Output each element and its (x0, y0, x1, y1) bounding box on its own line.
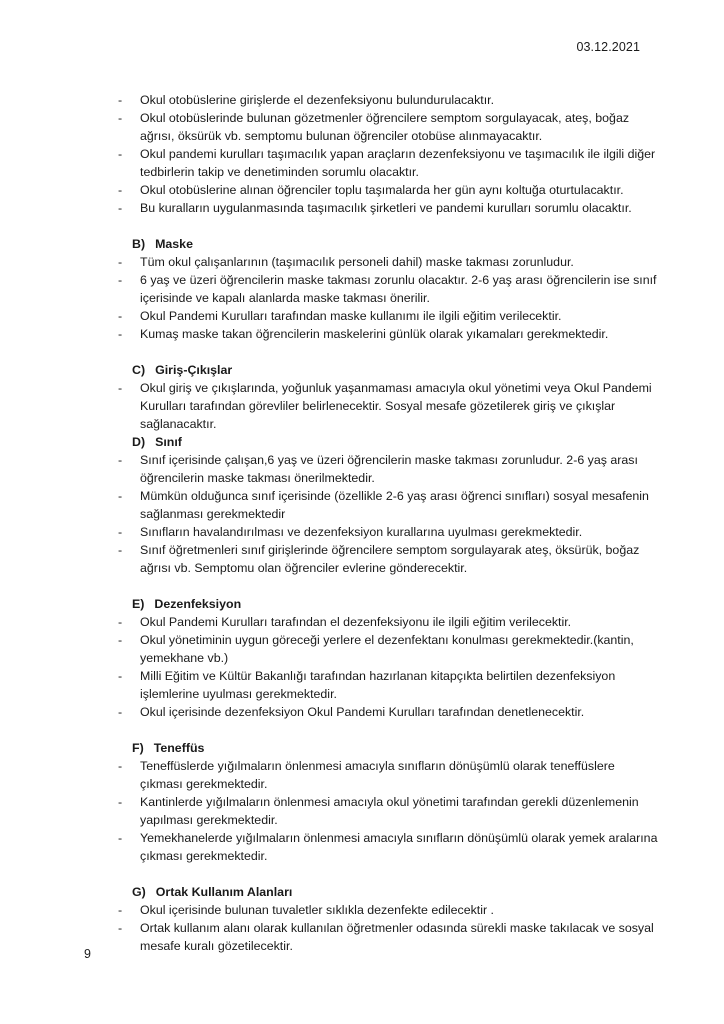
bullet-dash: - (118, 309, 123, 323)
bullet-dash: - (118, 543, 123, 557)
bullet-dash: - (118, 759, 123, 773)
bullet-dash: - (118, 525, 123, 539)
bullet-dash: - (118, 633, 123, 647)
bullet-dash: - (118, 255, 123, 269)
list-item: - 6 yaş ve üzeri öğrencilerin maske takması zorunlu olacaktır. 2-6 yaş arası öğrencilerin ise sınıf içerisinde ve kapalı alanlarda maske takması önerilir. (118, 273, 657, 305)
section-heading: C) Giriş-Çıkışlar (132, 363, 233, 377)
bullet-dash: - (118, 795, 123, 809)
list-item: - Sınıf içerisinde çalışan,6 yaş ve üzeri öğrencilerin maske takması zorunludur. 2-6 yaş arası öğrencilerin maske takması önerilmektedir. (118, 453, 638, 485)
document-date: 03.12.2021 (576, 40, 640, 54)
list-item: - Bu kuralların uygulanmasında taşımacılık şirketleri ve pandemi kurulları sorumlu olacaktır. (118, 201, 632, 215)
section-sinif (118, 433, 658, 577)
list-item: - Sınıfların havalandırılması ve dezenfeksiyon kurallarına uyulması gerekmektedir. (118, 525, 583, 539)
bullet-dash: - (118, 183, 123, 197)
list-item: - Okul içerisinde bulunan tuvaletler sıklıkla dezenfekte edilecektir . (118, 903, 495, 917)
list-item: - Okul otobüslerinde bulunan gözetmenler öğrencilere semptom sorgulayacak, ateş, boğaz ağrısı, öksürük vb. semptomu bulunan öğrenciler otobüse alınmayacaktır. (118, 111, 630, 143)
bullet-dash: - (118, 381, 123, 395)
intro-list (118, 91, 658, 217)
list-item: - Okul giriş ve çıkışlarında, yoğunluk yaşanmaması amacıyla okul yönetimi veya Okul Pandemi Kurulları tarafından görevliler belirlenecektir. Sosyal mesafe gözetilerek giriş ve çıkışlar sağlanacaktır. (118, 381, 652, 431)
list-item: - Teneffüslerde yığılmaların önlenmesi amacıyla sınıfların dönüşümlü olarak teneffüslere çıkması gerekmektedir. (118, 759, 615, 791)
bullet-dash: - (118, 705, 123, 719)
bullet-dash: - (118, 453, 123, 467)
bullet-dash: - (118, 201, 123, 215)
page-number: 9 (84, 947, 91, 961)
list-item: - Okul Pandemi Kurulları tarafından el dezenfeksiyonu ile ilgili eğitim verilecektir. (118, 615, 572, 629)
bullet-dash: - (118, 921, 123, 935)
section-giris-cikislar (118, 361, 658, 433)
section-heading: D) Sınıf (132, 435, 182, 449)
bullet-dash: - (118, 489, 123, 503)
section-heading: E) Dezenfeksiyon (132, 597, 242, 611)
list-item: - Milli Eğitim ve Kültür Bakanlığı tarafından hazırlanan kitapçıkta belirtilen dezenfeksiyon işlemlerine uyulması gerekmektedir. (118, 669, 616, 701)
section-heading: F) Teneffüs (132, 741, 205, 755)
list-item: - Tüm okul çalışanlarının (taşımacılık personeli dahil) maske takması zorunludur. (118, 255, 574, 269)
section-heading: G) Ortak Kullanım Alanları (132, 885, 293, 899)
bullet-dash: - (118, 615, 123, 629)
bullet-dash: - (118, 93, 123, 107)
bullet-dash: - (118, 831, 123, 845)
list-item: - Sınıf öğretmenleri sınıf girişlerinde öğrencilere semptom sorgulayarak ateş, öksürük, boğaz ağrısı vb. Semptomu olan öğrenciler evlerine gönderecektir. (118, 543, 640, 575)
list-item: - Okul otobüslerine girişlerde el dezenfeksiyonu bulundurulacaktır. (118, 93, 495, 107)
section-dezenfeksiyon (118, 595, 658, 721)
bullet-dash: - (118, 111, 123, 125)
list-item: - Ortak kullanım alanı olarak kullanılan öğretmenler odasında sürekli maske takılacak ve sosyal mesafe kuralı gözetilecektir. (118, 921, 654, 953)
list-item: - Okul pandemi kurulları taşımacılık yapan araçların dezenfeksiyonu ve taşımacılık ile ilgili diğer tedbirlerin takip ve denetiminden sorumlu olacaktır. (118, 147, 656, 179)
bullet-dash: - (118, 147, 123, 161)
bullet-dash: - (118, 903, 123, 917)
list-item: - Yemekhanelerde yığılmaların önlenmesi amacıyla sınıfların dönüşümlü olarak yemek aralarına çıkması gerekmektedir. (118, 831, 658, 863)
section-maske (118, 235, 658, 343)
bullet-dash: - (118, 669, 123, 683)
list-item: - Mümkün olduğunca sınıf içerisinde (özellikle 2-6 yaş arası öğrenci sınıfları) sosyal mesafenin sağlanması gerekmektedir (118, 489, 649, 521)
bullet-dash: - (118, 327, 123, 341)
list-item: - Okul Pandemi Kurulları tarafından maske kullanımı ile ilgili eğitim verilecektir. (118, 309, 562, 323)
section-ortak-kullanim-alanlari (118, 883, 658, 955)
section-teneffus (118, 739, 658, 865)
bullet-dash: - (118, 273, 123, 287)
list-item: - Okul içerisinde dezenfeksiyon Okul Pandemi Kurulları tarafından denetlenecektir. (118, 705, 585, 719)
list-item: - Okul yönetiminin uygun göreceği yerlere el dezenfektanı konulması gerekmektedir.(kantin, yemekhane vb.) (118, 633, 634, 665)
document-body (118, 91, 658, 955)
list-item: - Kantinlerde yığılmaların önlenmesi amacıyla okul yönetimi tarafından gerekli düzenlemenin yapılması gerekmektedir. (118, 795, 639, 827)
list-item: - Kumaş maske takan öğrencilerin maskelerini günlük olarak yıkamaları gerekmektedir. (118, 327, 609, 341)
list-item: - Okul otobüslerine alınan öğrenciler toplu taşımalarda her gün aynı koltuğa oturtulacaktır. (118, 183, 624, 197)
section-heading: B) Maske (132, 237, 193, 251)
